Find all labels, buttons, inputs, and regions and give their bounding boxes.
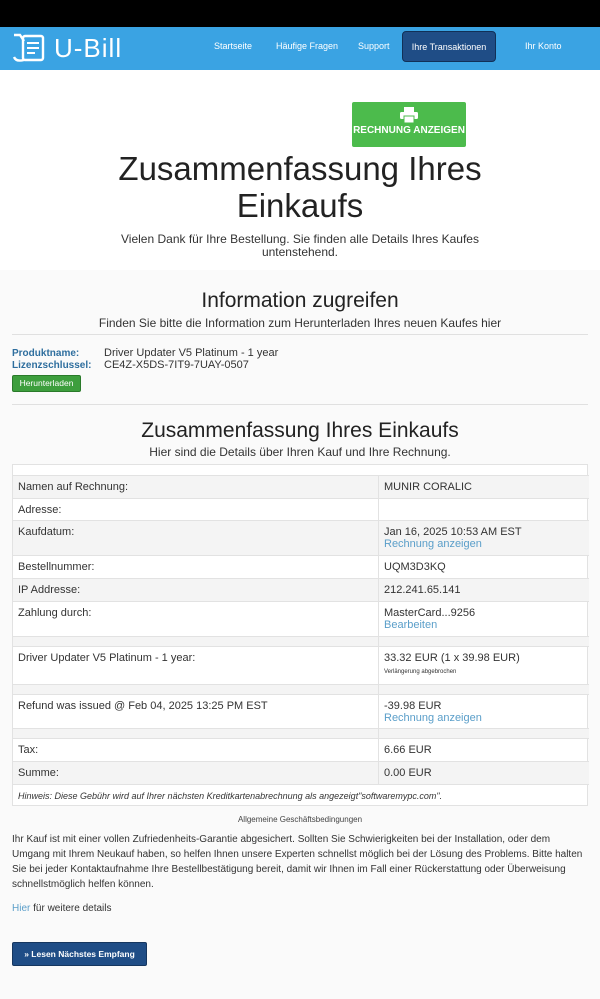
column-divider [378,647,379,684]
cell-label: Zahlung durch: [18,607,92,619]
cell-label: Adresse: [18,504,62,516]
logo[interactable] [12,31,122,65]
download-button[interactable]: Herunterladen [12,375,81,392]
logo-text: U-Bill [54,32,123,63]
column-divider [378,762,379,784]
navbar [0,27,600,70]
summary-title: Zusammenfassung Ihres Einkaufs [141,419,459,442]
table-row [13,578,589,601]
printer-icon [400,107,418,123]
show-receipt-button[interactable] [352,102,466,147]
nav-support[interactable]: Support [358,41,390,51]
table-row [13,555,589,578]
nav-transactions[interactable]: Ihre Transaktionen [402,31,496,62]
cell-value [384,526,522,550]
column-divider [378,556,379,578]
license-key-label: Lizenzschlussel: [12,360,92,371]
table-row [13,761,589,784]
page-subtitle-line-2: untenstehend. [261,245,339,259]
billing-note: Hinweis: Diese Gebühr wird auf Ihrer nächsten Kreditkartenabrechnung als angezeigt"softwaremypc.com". [18,791,443,801]
column-divider [378,499,379,520]
cell-value: UQM3D3KQ [384,561,446,573]
logo-icon [12,33,52,63]
cell-value: 212.241.65.141 [384,584,461,596]
table-row [13,601,589,636]
payment-method: MasterCard...9256 [384,607,476,619]
renewal-status: Verlängerung abgebrochen [384,669,457,675]
table-spacer [13,465,589,475]
product-name-value: Driver Updater V5 Platinum - 1 year [104,347,279,359]
divider [12,404,588,405]
hero-section [0,70,600,270]
cell-label: Kaufdatum: [18,526,75,538]
table-spacer [13,684,589,694]
main-content [0,270,600,999]
purchase-table [12,464,588,806]
edit-payment-link[interactable]: Bearbeiten [384,619,438,631]
page-subtitle [100,233,500,259]
column-divider [378,685,379,694]
view-refund-invoice-link[interactable]: Rechnung anzeigen [384,712,482,724]
column-divider [378,476,379,498]
nav-faq[interactable]: Häufige Fragen [276,41,339,51]
table-row [13,738,589,761]
refund-amount: -39.98 EUR [384,700,442,712]
table-row [13,520,589,555]
cell-value: 0.00 EUR [384,767,432,779]
cell-label: Tax: [18,744,39,756]
page-title-line-1: Zusammenfassung Ihres [118,150,482,187]
more-details-line [12,903,112,914]
table-row [13,646,589,684]
cell-label: Bestellnummer: [18,561,95,573]
page-title [0,150,600,224]
divider [12,334,588,335]
license-key-value: CE4Z-X5DS-7IT9-7UAY-0507 [104,359,249,371]
column-divider [378,602,379,636]
access-subtitle: Finden Sie bitte die Information zum Herunterladen Ihres neuen Kaufes hier [98,316,502,330]
table-row [13,694,589,728]
column-divider [378,729,379,738]
terms-link[interactable]: Allgemeine Geschäftsbedingungen [237,815,363,824]
column-divider [378,521,379,555]
product-name-label: Produktname: [12,348,80,359]
table-spacer [13,636,589,646]
show-receipt-label: RECHNUNG ANZEIGEN [353,125,465,136]
nav-startseite[interactable]: Startseite [214,41,253,51]
guarantee-text: Ihr Kauf ist mit einer vollen Zufriedenheits-Garantie abgesichert. Sollten Sie Schwierigkeiten bei der Installation, oder dem Umgang mit Ihrem Neukauf haben, so helfen Ihnen unsere Experten schnellst möglich bei der Lösung des Problems. Bitte halten Sie bei jeder Kontaktaufnahme Ihre Bestellbestätigung bereit, damit wir Ihnen im Fall einer Rückerstattung oder Überweisung schnellstmöglich helfen können. [12,834,583,890]
access-title: Information zugreifen [201,289,399,312]
item-price: 33.32 EUR (1 x 39.98 EUR) [384,652,520,664]
table-spacer [13,728,589,738]
cell-label: IP Addresse: [18,584,81,596]
cell-value [384,607,475,631]
table-row [13,475,589,498]
table-row [13,498,589,520]
more-details-text: für weitere details [30,903,112,914]
cell-value [384,700,482,724]
cell-label: Driver Updater V5 Platinum - 1 year: [18,652,196,664]
nav-account[interactable]: Ihr Konto [525,41,562,51]
purchase-date: Jan 16, 2025 10:53 AM EST [384,526,522,538]
table-row [13,784,589,806]
column-divider [378,739,379,761]
cell-value: MUNIR CORALIC [384,481,473,493]
page-subtitle-line-1: Vielen Dank für Ihre Bestellung. Sie finden alle Details Ihres Kaufes [121,232,479,246]
next-receipt-button[interactable]: » Lesen Nächstes Empfang [12,942,147,966]
column-divider [378,695,379,728]
cell-label: Refund was issued @ Feb 04, 2025 13:25 PM EST [18,700,268,712]
column-divider [378,637,379,646]
here-link[interactable]: Hier [12,903,31,914]
column-divider [378,579,379,601]
view-invoice-link[interactable]: Rechnung anzeigen [384,538,482,550]
cell-value [384,652,520,676]
cell-value: 6.66 EUR [384,744,432,756]
page-title-line-2: Einkaufs [236,187,364,224]
cell-label: Summe: [18,767,59,779]
summary-subtitle: Hier sind die Details über Ihren Kauf und Ihre Rechnung. [149,445,451,459]
status-bar [0,0,600,27]
cell-label: Namen auf Rechnung: [18,481,129,493]
